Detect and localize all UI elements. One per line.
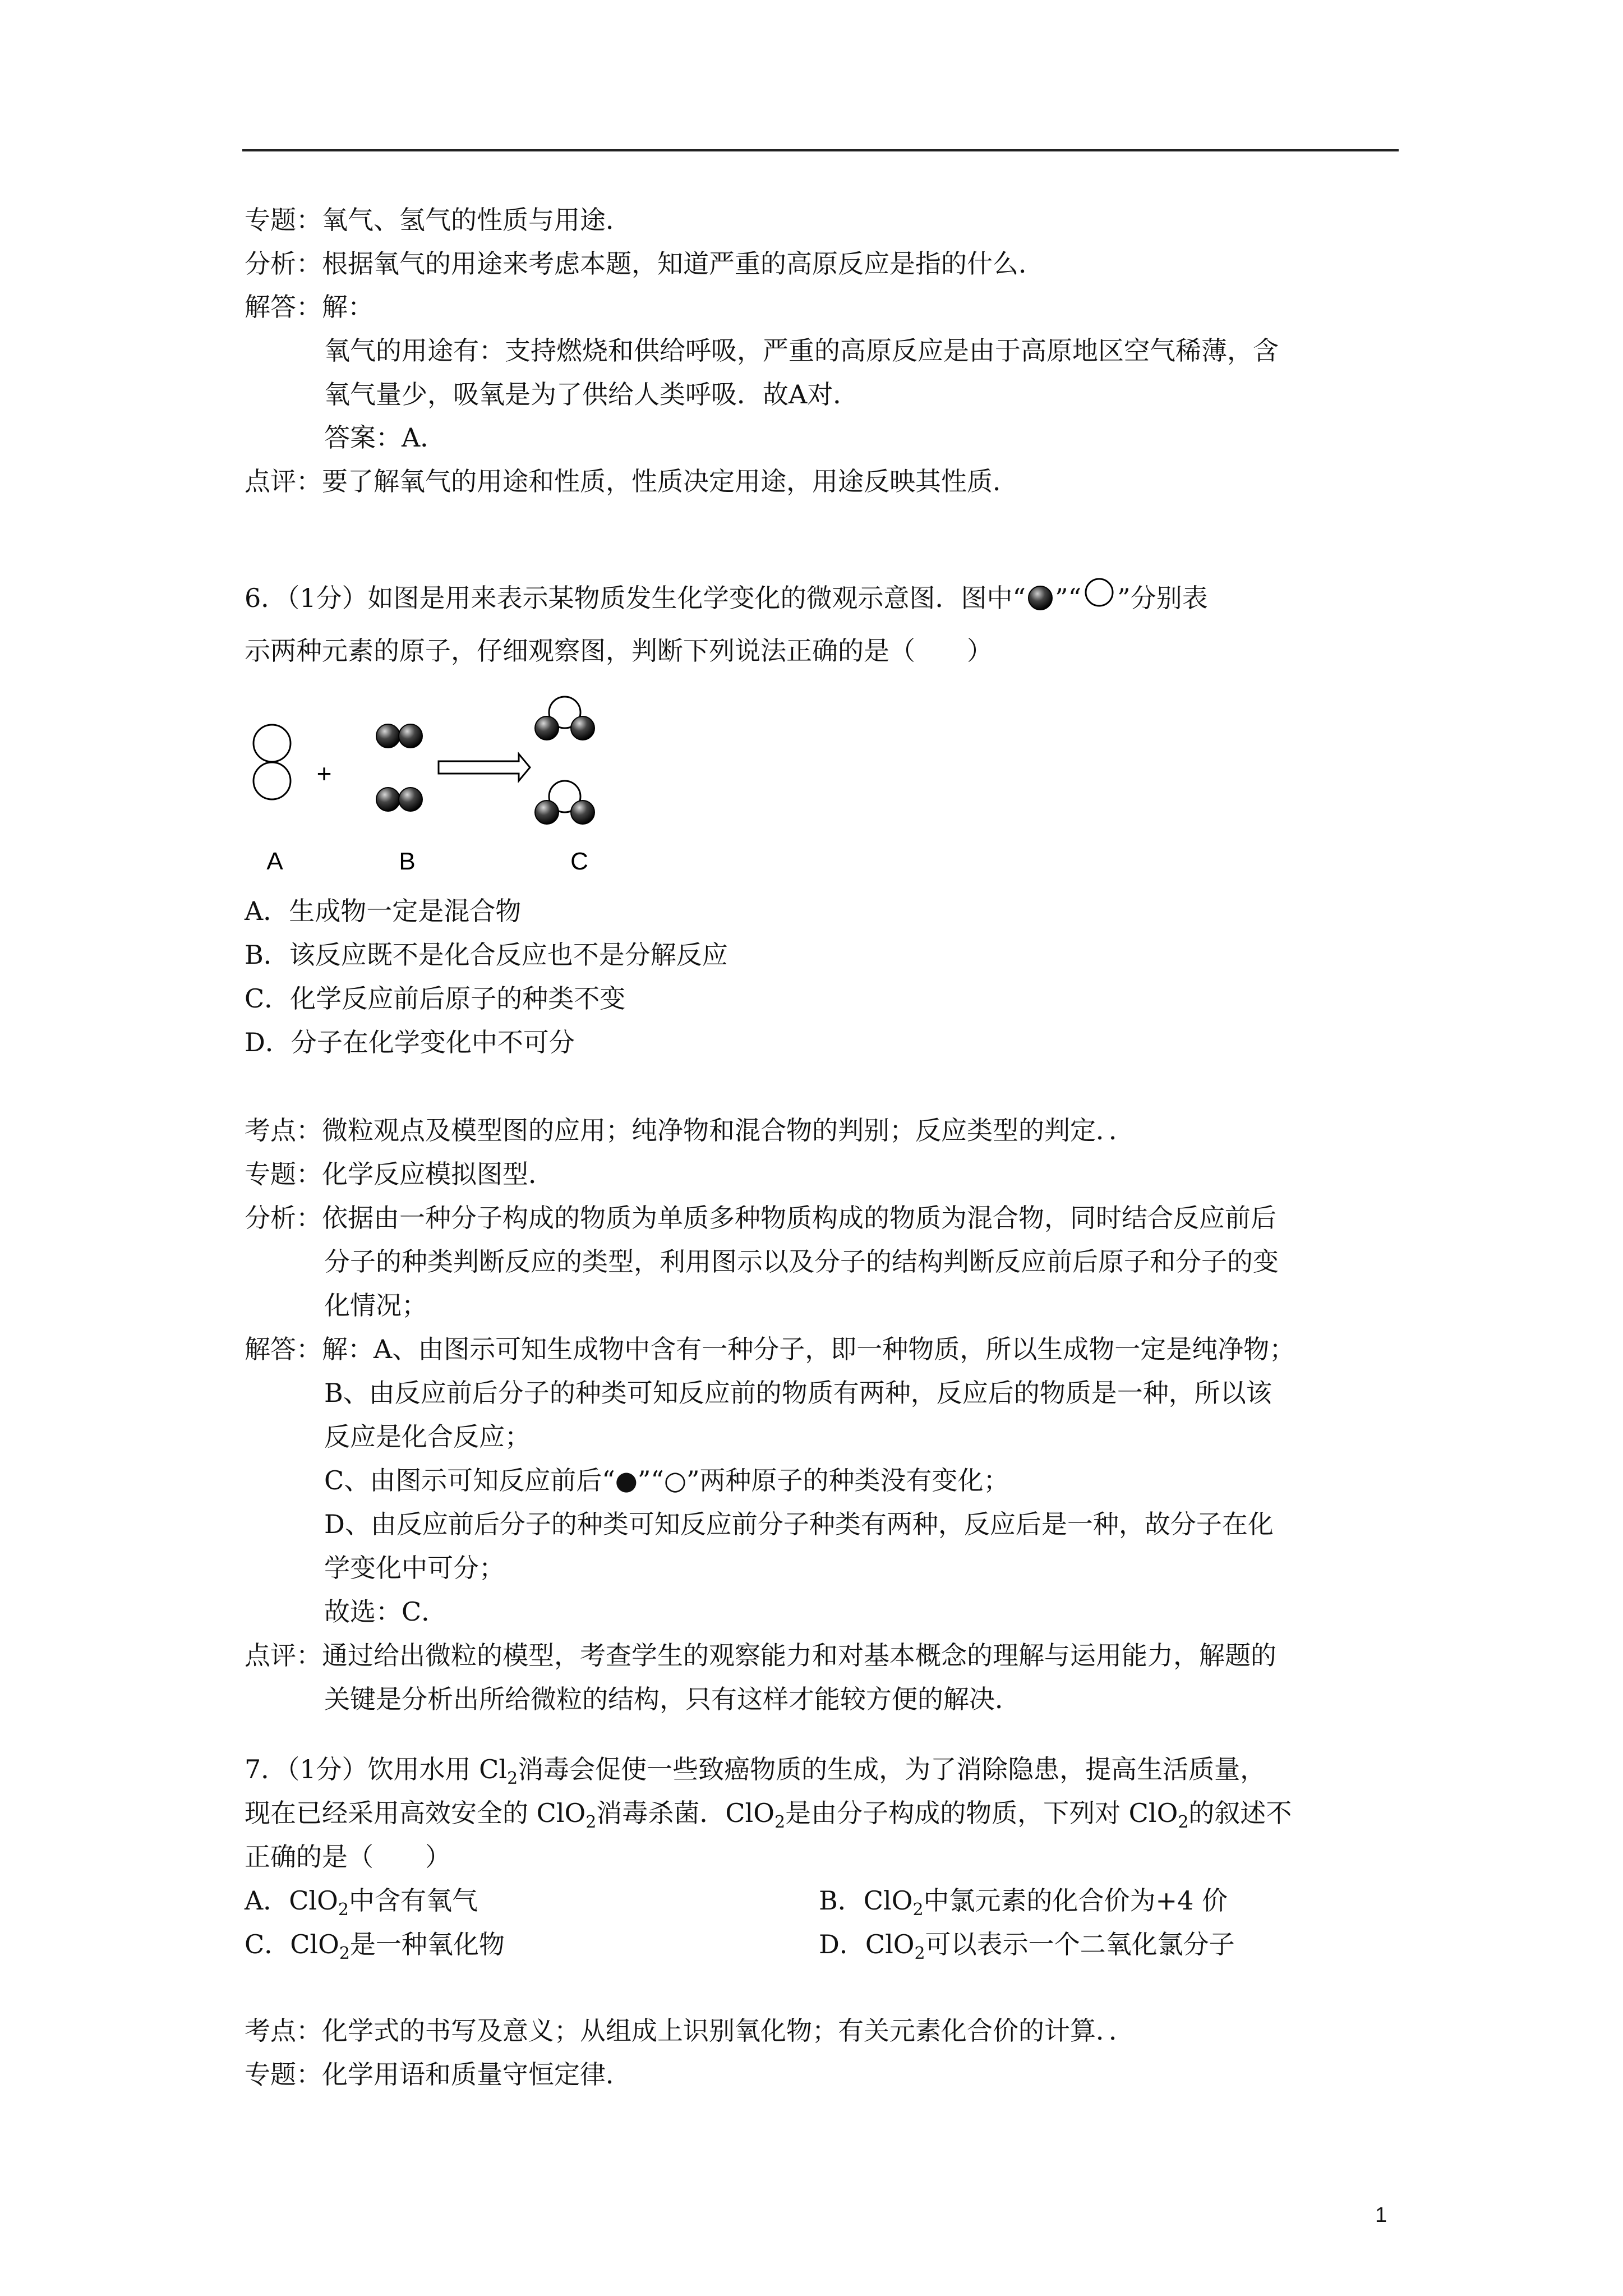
q6-solution-line-3: 反应是化合反应； (324, 1421, 531, 1452)
q6-option-c: C．化学反应前后原子的种类不变 (245, 983, 626, 1014)
q6-comment-line-2: 关键是分析出所给微粒的结构，只有这样才能较方便的解决． (324, 1684, 1021, 1714)
prev-topic: 专题：氧气、氢气的性质与用途． (245, 205, 631, 235)
q7-test-point: 考点：化学式的书写及意义；从组成上识别氧化物；有关元素化合价的计算．． (245, 2016, 1135, 2046)
q6-comment-line-1: 点评：通过给出微粒的模型，考查学生的观察能力和对基本概念的理解与运用能力，解题的 (245, 1640, 1276, 1671)
white-atom-icon (1082, 578, 1116, 617)
q6-solution-line-4: C、由图示可知反应前后“●”“○”两种原子的种类没有变化； (324, 1465, 1009, 1496)
q6-solution-line-5: D、由反应前后分子的种类可知反应前分子种类有两种，反应后是一种，故分子在化 (324, 1509, 1274, 1539)
reaction-diagram (241, 684, 634, 881)
q6-solution-line-1: 解答：解：A、由图示可知生成物中含有一种分子，即一种物质，所以生成物一定是纯净物； (245, 1334, 1295, 1364)
q6-solution-line-2: B、由反应前后分子的种类可知反应前的物质有两种，反应后的物质是一种，所以该 (324, 1378, 1272, 1408)
q7-stem-line-1: 7．（1分）饮用水用 $Cl_2$消毒会促使一些致癌物质的生成，为了消除隐患，提高生活质量， (245, 1754, 1266, 1788)
q6-stem-line-2: 示两种元素的原子，仔细观察图，判断下列说法正确的是（ ） (245, 636, 993, 666)
q6-analysis-line-2: 分子的种类判断反应的类型，利用图示以及分子的结构判断反应前后原子和分子的变 (324, 1246, 1279, 1277)
q6-option-b: B．该反应既不是化合反应也不是分解反应 (245, 940, 728, 970)
q6-solution-line-6: 学变化中可分； (324, 1553, 505, 1583)
reaction-arrow (439, 754, 530, 781)
q7-stem-line-2: 现在已经采用高效安全的 ClO$_2$消毒杀菌．ClO$_2$是由分子构成的物质，下列对 ClO$_2$的叙述不 (245, 1798, 1292, 1832)
q7-option-d: D．ClO$_2$可以表示一个二氧化氯分子 (819, 1929, 1235, 1963)
prev-comment: 点评：要了解氧气的用途和性质，性质决定用途，用途反映其性质． (245, 466, 1018, 496)
prev-answer: 答案：A． (324, 422, 446, 453)
plus-sign: + (316, 759, 332, 788)
black-atom-icon (1027, 585, 1054, 619)
q7-topic: 专题：化学用语和质量守恒定律． (245, 2059, 631, 2090)
prev-analysis: 分析：根据氧气的用途来考虑本题，知道严重的高原反应是指的什么． (245, 249, 1044, 279)
prev-solution-line-2: 氧气量少，吸氧是为了供给人类呼吸．故A对． (324, 379, 859, 409)
molecules-C (535, 697, 594, 824)
q6-option-d: D．分子在化学变化中不可分 (245, 1027, 575, 1057)
q7-option-a: A．ClO$_2$中含有氧气 (245, 1885, 478, 1920)
q7-option-b: B．ClO$_2$中氯元素的化合价为+4 价 (819, 1885, 1228, 1920)
prev-solution-line-1: 氧气的用途有：支持燃烧和供给呼吸，严重的高原反应是由于高原地区空气稀薄，含 (324, 335, 1279, 366)
molecule-A (253, 725, 291, 799)
q7-stem-line-3: 正确的是（ ） (245, 1842, 451, 1872)
label-C: C (570, 848, 588, 875)
q7-option-c: C．ClO$_2$是一种氧化物 (245, 1929, 505, 1963)
molecules-B (376, 724, 422, 811)
q6-test-point: 考点：微粒观点及模型图的应用；纯净物和混合物的判别；反应类型的判定．． (245, 1115, 1135, 1145)
q6-analysis-line-1: 分析：依据由一种分子构成的物质为单质多种物质构成的物质为混合物，同时结合反应前后 (245, 1203, 1276, 1233)
header-rule (242, 149, 1399, 151)
q6-analysis-line-3: 化情况； (324, 1290, 427, 1320)
q6-solution-line-7: 故选：C． (324, 1596, 448, 1627)
q6-topic: 专题：化学反应模拟图型． (245, 1159, 554, 1189)
page-number: 1 (1375, 2203, 1387, 2227)
q6-option-a: A．生成物一定是混合物 (245, 896, 522, 926)
label-B: B (399, 848, 416, 875)
label-A: A (266, 848, 283, 875)
prev-solution-label: 解答：解： (245, 292, 374, 322)
q6-stem-line-1: 6．（1分）如图是用来表示某物质发生化学变化的微观示意图．图中“ ”“ ”分别表 (245, 578, 1208, 619)
